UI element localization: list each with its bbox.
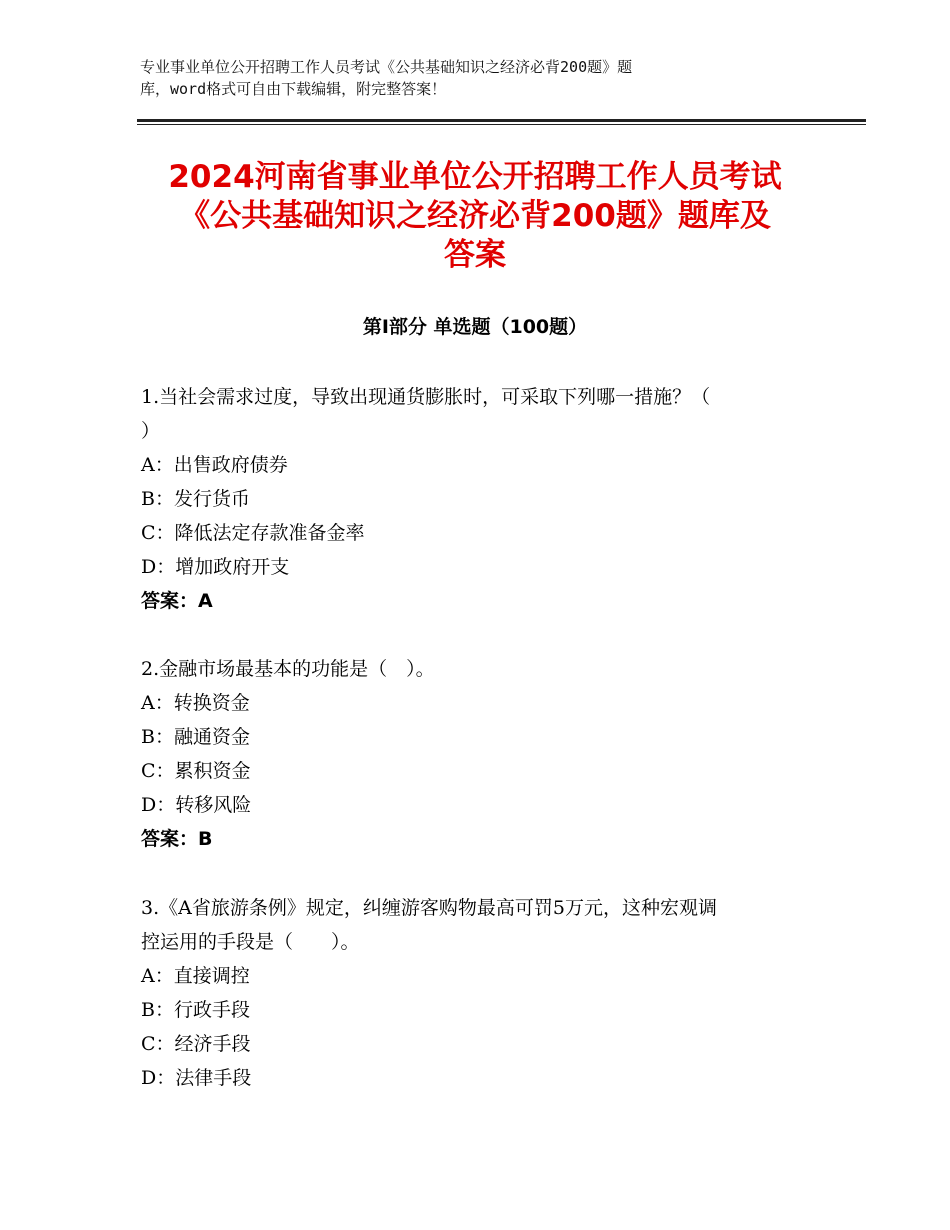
answer: 答案：B — [141, 828, 213, 850]
option-a: A：出售政府债券 — [141, 454, 288, 476]
option-b: B：发行货币 — [141, 488, 250, 510]
question-stem: 3.《A省旅游条例》规定，纠缠游客购物最高可罚5万元，这种宏观调 — [141, 897, 717, 919]
section-heading: 第Ⅰ部分 单选题（100题） — [362, 316, 588, 338]
title-line-2: 《公共基础知识之经济必背200题》题库及 — [179, 198, 771, 234]
question-stem: 2.金融市场最基本的功能是（ ）。 — [141, 658, 435, 680]
header-rule-thin — [137, 124, 866, 125]
option-d: D：增加政府开支 — [141, 556, 290, 578]
title-line-3: 答案 — [444, 237, 506, 273]
header-note-line-2: 库，word格式可自由下载编辑，附完整答案！ — [140, 80, 447, 98]
header-rule-thick — [137, 119, 866, 122]
answer: 答案：A — [141, 590, 213, 612]
option-a: A：直接调控 — [141, 965, 250, 987]
option-b: B：行政手段 — [141, 999, 250, 1021]
question-3 — [141, 891, 821, 1095]
option-c: C：降低法定存款准备金率 — [141, 522, 365, 544]
question-1 — [141, 380, 821, 618]
document-header-note — [140, 56, 780, 100]
option-c: C：累积资金 — [141, 760, 251, 782]
option-d: D：法律手段 — [141, 1067, 252, 1089]
option-a: A：转换资金 — [141, 692, 250, 714]
header-note-line-1: 专业事业单位公开招聘工作人员考试《公共基础知识之经济必背200题》题 — [140, 58, 633, 76]
option-c: C：经济手段 — [141, 1033, 251, 1055]
question-stem: 1.当社会需求过度，导致出现通货膨胀时，可采取下列哪一措施？（ — [141, 386, 711, 408]
title-line-1: 2024河南省事业单位公开招聘工作人员考试 — [168, 159, 782, 195]
option-b: B：融通资金 — [141, 726, 250, 748]
option-d: D：转移风险 — [141, 794, 252, 816]
question-stem-continued: ） — [141, 420, 161, 442]
question-stem-continued: 控运用的手段是（ ）。 — [141, 931, 360, 953]
document-title — [100, 158, 850, 275]
question-2 — [141, 652, 821, 856]
